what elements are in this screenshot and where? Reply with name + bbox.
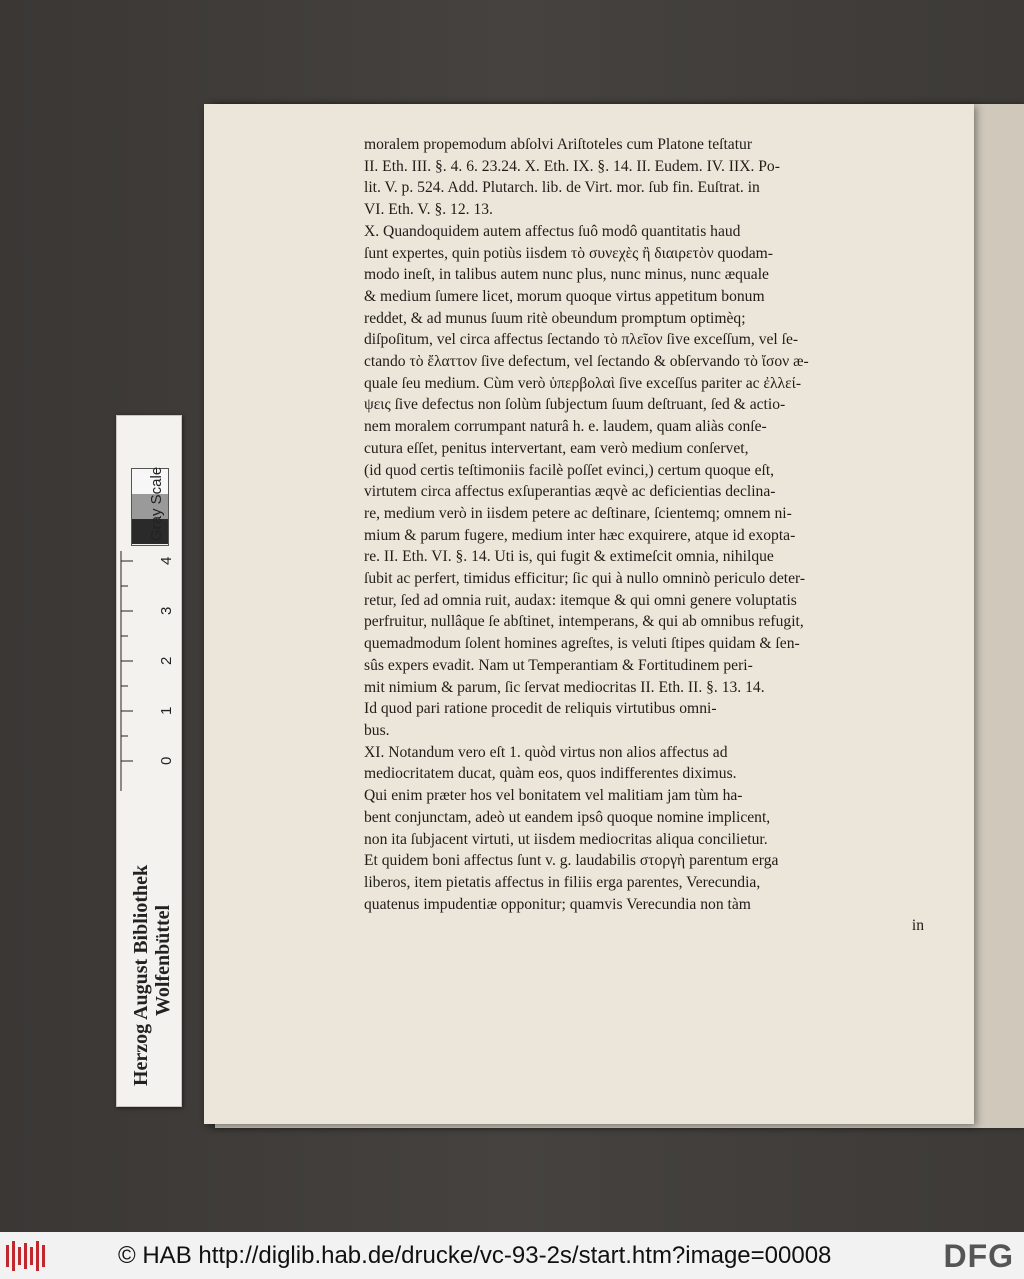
text-line: ψεις ſive defectus non ſolùm ſubjectum ſuum deſtruant, ſed & actio- [364, 396, 786, 414]
text-line: sûs expers evadit. Nam ut Temperantiam & Fortitudinem peri- [364, 656, 753, 674]
text-line: bus. [364, 721, 390, 739]
library-logo-icon [6, 1238, 48, 1274]
ruler-number-3: 3 [158, 606, 175, 615]
text-line: bent conjunctam, adeò ut eandem ipsô quoque nomine implicent, [364, 808, 771, 826]
text-line: moralem propemodum abſolvi Ariſtoteles cum Platone teſtatur [364, 136, 753, 153]
text-line: & medium ſumere licet, morum quoque virtus appetitum bonum [364, 287, 765, 305]
ruler-number-2: 2 [158, 656, 175, 665]
page-text [364, 134, 924, 937]
ruler-number-4: 4 [158, 556, 175, 565]
text-line: Qui enim præter hos vel bonitatem vel malitiam jam tùm ha- [364, 787, 743, 805]
document-page [204, 104, 974, 1124]
text-line: retur, ſed ad omnia ruit, audax: itemque & qui omni genere voluptatis [364, 591, 797, 609]
text-line: ſunt expertes, quin potiùs iisdem τὸ συνεχὲς ἢ διαιρετὸν quodam- [364, 244, 773, 262]
text-line: nem moralem corrumpant naturâ h. e. laudem, quam aliàs conſe- [364, 418, 767, 436]
text-line: perfruitur, nullâque ſe abſtinet, intemperans, & qui ab omnibus refugit, [364, 613, 804, 631]
copyright-url[interactable]: © HAB http://diglib.hab.de/drucke/vc-93-2s/start.htm?image=00008 [118, 1241, 832, 1269]
text-line: VI. Eth. V. §. 12. 13. [364, 201, 493, 219]
text-line: mit nimium & parum, ſic ſervat mediocritas II. Eth. II. §. 13. 14. [364, 678, 765, 696]
text-line: mium & parum fugere, medium inter hæc exquirere, atque id exopta- [364, 526, 796, 544]
gray-scale-title: Gray Scale [148, 466, 165, 541]
library-label [125, 676, 177, 1096]
text-line: lit. V. p. 524. Add. Plutarch. lib. de Virt. mor. ſub fin. Euſtrat. in [364, 179, 760, 197]
text-line: quale ſeu medium. Cùm verò ὑπερβολαὶ ſive exceſſus pariter ac ἐλλεί- [364, 374, 802, 392]
library-city: Wolfenbüttel [152, 904, 174, 1016]
dfg-logo: DFG [943, 1238, 1014, 1274]
text-line: in [911, 917, 924, 935]
text-line: Id quod pari ratione procedit de reliquis virtutibus omni- [364, 700, 717, 718]
ruler-number-0: 0 [158, 756, 175, 765]
text-line: XI. Notandum vero eſt 1. quòd virtus non alios affectus ad [364, 743, 728, 761]
text-line: reddet, & ad munus ſuum ritè obeundum promptum optimèq; [364, 309, 746, 327]
text-line: virtutem circa affectus exſuperantias æqvè ac deficientias declina- [364, 483, 776, 501]
gray-scale-title-wrap [117, 416, 181, 541]
text-line: liberos, item pietatis affectus in filiis erga parentes, Verecundia, [364, 873, 761, 891]
text-line: modo ineſt, in talibus autem nunc plus, nunc minus, nunc æquale [364, 266, 769, 284]
viewer-footer [0, 1232, 1024, 1279]
text-line: Et quidem boni affectus ſunt v. g. laudabilis στοργὴ parentum erga [364, 852, 779, 870]
text-line: ſubit ac perfert, timidus efficitur; ſic qui à nullo omninò periculo deter- [364, 570, 806, 588]
text-line: quemadmodum ſolent homines agreſtes, is veluti ſtipes quidam & ſen- [364, 635, 800, 653]
text-line: re, medium verò in iisdem petere ac deſtinare, ſcientemq; omnem ni- [364, 504, 792, 522]
text-line: re. II. Eth. VI. §. 14. Uti is, qui fugit & extimeſcit omnia, nihilque [364, 548, 774, 566]
text-line: ctando τὸ ἔλαττον ſive defectum, vel ſectando & obſervando τὸ ἴσον æ- [364, 353, 809, 371]
text-line: X. Quandoquidem autem affectus ſuô modô quantitatis haud [364, 222, 741, 240]
text-line: mediocritatem ducat, quàm eos, quos indifferentes diximus. [364, 765, 737, 783]
library-name: Herzog August Bibliothek [130, 864, 152, 1086]
text-line: (id quod certis teſtimoniis facilè poſſet evinci,) certum quoque eſt, [364, 461, 775, 479]
ruler-number-1: 1 [158, 706, 175, 715]
text-line: non ita ſubjacent virtuti, ut iisdem mediocritas aliqua concilietur. [364, 830, 768, 848]
text-line: quatenus impudentiæ opponitur; quamvis Verecundia non tàm [364, 895, 751, 913]
text-line: II. Eth. III. §. 4. 6. 23.24. X. Eth. IX. §. 14. II. Eudem. IV. IIX. Po- [364, 157, 780, 175]
gray-scale-ruler [116, 415, 182, 1107]
text-line: diſpoſitum, vel circa affectus ſectando τὸ πλεῖον ſive exceſſum, vel ſe- [364, 331, 799, 349]
text-line: cutura eſſet, penitus intervertant, eam verò medium conſervet, [364, 439, 749, 457]
